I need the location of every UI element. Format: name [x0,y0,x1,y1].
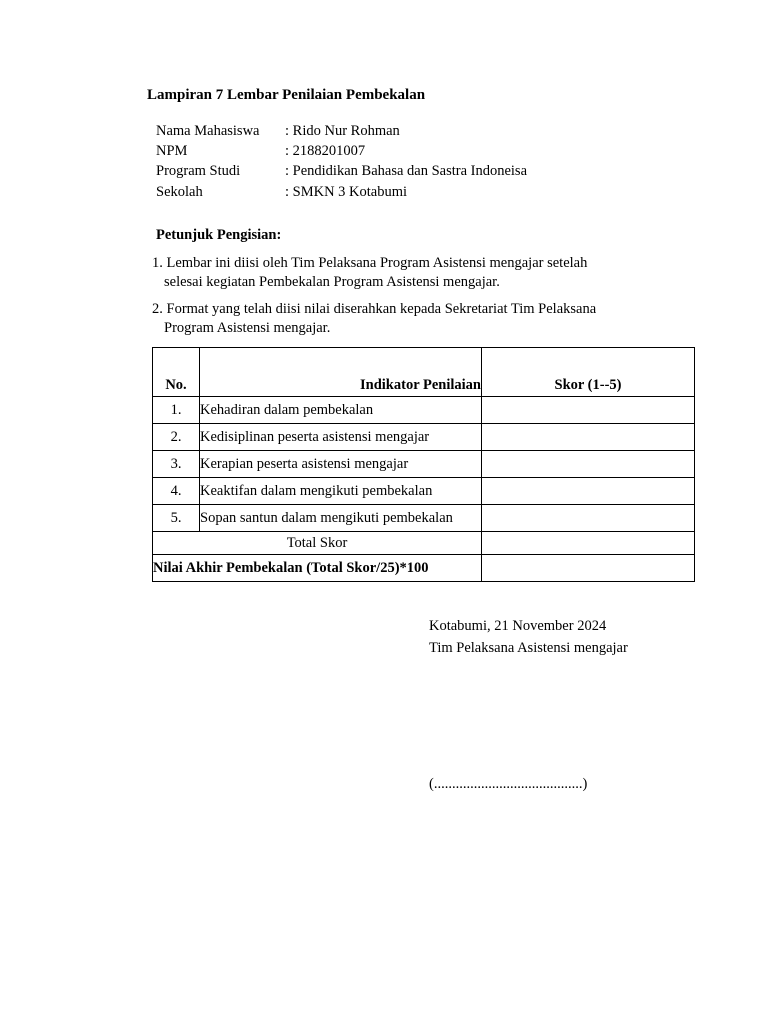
guide-item [152,254,672,292]
signature-role: Tim Pelaksana Asistensi mengajar [429,640,628,656]
header-score: Skor (1--5) [482,348,695,397]
info-label-nama: Nama Mahasiswa [156,123,260,139]
row-score-cell[interactable] [482,505,695,532]
total-score-cell[interactable] [482,532,695,555]
row-no: 2. [153,424,200,451]
header-no: No. [153,348,200,397]
table-row [153,505,695,532]
table-row [153,451,695,478]
info-label-sekolah: Sekolah [156,184,203,200]
row-score-cell[interactable] [482,397,695,424]
row-no: 4. [153,478,200,505]
row-indicator: Kerapian peserta asistensi mengajar [200,451,482,478]
row-indicator: Keaktifan dalam mengikuti pembekalan [200,478,482,505]
guide-item-line: 2. Format yang telah diisi nilai diserahkan kepada Sekretariat Tim Pelaksana [152,301,597,317]
row-no: 3. [153,451,200,478]
guide-title: Petunjuk Pengisian: [156,227,282,243]
info-value-npm: : 2188201007 [285,143,366,159]
table-row [153,397,695,424]
final-row [153,555,695,582]
assessment-table [152,347,695,582]
signature-place-date: Kotabumi, 21 November 2024 [429,618,607,634]
info-label-npm: NPM [156,143,188,159]
row-indicator: Kedisiplinan peserta asistensi mengajar [200,424,482,451]
row-no: 1. [153,397,200,424]
row-no: 5. [153,505,200,532]
final-score-cell[interactable] [482,555,695,582]
guide-item [152,300,672,338]
info-label-prodi: Program Studi [156,163,241,179]
table-row [153,424,695,451]
final-label: Nilai Akhir Pembekalan (Total Skor/25)*100 [153,555,482,582]
document-title: Lampiran 7 Lembar Penilaian Pembekalan [147,87,426,103]
total-row [153,532,695,555]
row-score-cell[interactable] [482,451,695,478]
row-score-cell[interactable] [482,478,695,505]
header-indicator: Indikator Penilaian [200,348,482,397]
total-label: Total Skor [153,532,482,555]
signature-blank: (.........................................) [429,776,588,792]
info-value-sekolah: : SMKN 3 Kotabumi [285,184,408,200]
guide-item-line: Program Asistensi mengajar. [164,320,331,336]
table-row [153,478,695,505]
guide-item-line: selesai kegiatan Pembekalan Program Asistensi mengajar. [164,274,500,290]
row-indicator: Sopan santun dalam mengikuti pembekalan [200,505,482,532]
table-header-row [153,348,695,397]
guide-item-line: 1. Lembar ini diisi oleh Tim Pelaksana Program Asistensi mengajar setelah [152,255,588,271]
info-value-prodi: : Pendidikan Bahasa dan Sastra Indoneisa [285,163,528,179]
info-value-nama: : Rido Nur Rohman [285,123,400,139]
row-score-cell[interactable] [482,424,695,451]
row-indicator: Kehadiran dalam pembekalan [200,397,482,424]
